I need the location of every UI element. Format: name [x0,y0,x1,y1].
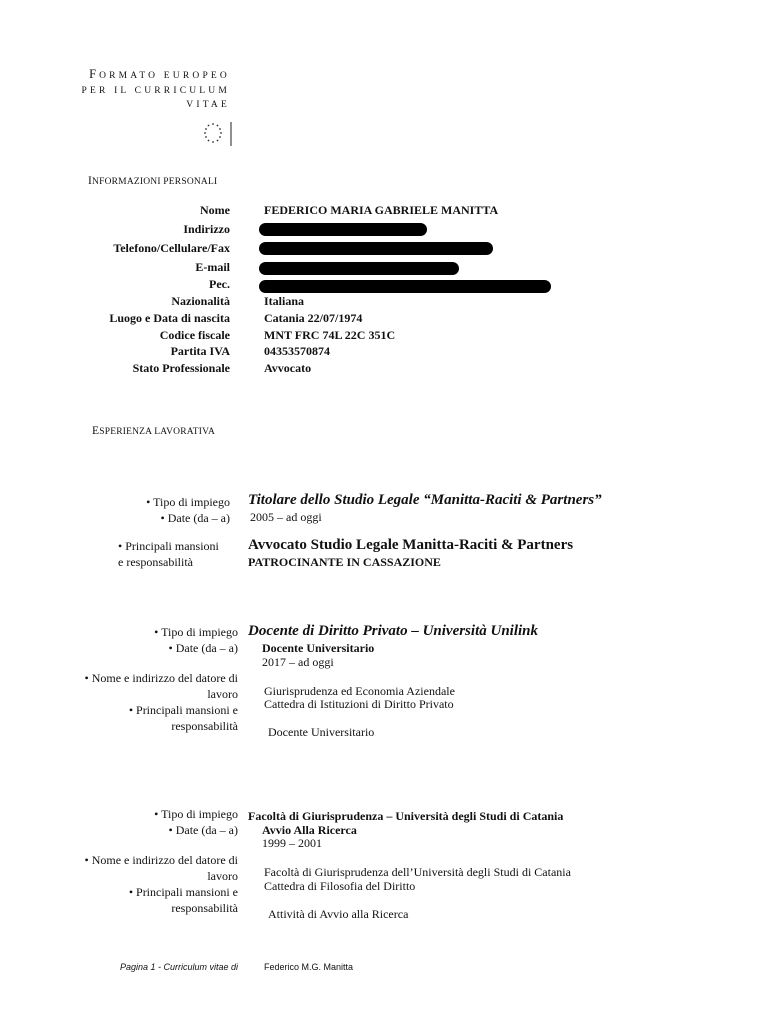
section-title-personal-info: INFORMAZIONI PERSONALI [88,175,218,187]
job3-dates: 1999 – 2001 [262,836,322,850]
label-pec: Pec. [209,277,230,291]
cv-format-title [0,67,230,113]
value-partita-iva: 04353570874 [264,344,330,358]
value-stato-professionale: Avvocato [264,361,312,375]
job3-datore-2: Cattedra di Filosofia del Diritto [264,879,416,893]
job1-label-mansioni: • Principali mansioni e responsabilità [118,539,219,569]
job3-label-datore-2: lavoro [207,869,238,883]
value-luogo-data-nascita: Catania 22/07/1974 [264,311,363,325]
job1-label-tipo: • Tipo di impiego [146,495,230,509]
job2-label-datore-1: • Nome e indirizzo del datore di [84,671,238,685]
job2-dates: 2017 – ad oggi [262,655,334,669]
label-stato-professionale: Stato Professionale [132,361,230,375]
job3-label-datore-1: • Nome e indirizzo del datore di [84,853,238,867]
value-codice-fiscale: MNT FRC 74L 22C 351C [264,328,396,342]
value-nome: FEDERICO MARIA GABRIELE MANITTA [264,203,499,217]
job3-label-tipo: • Tipo di impiego [154,807,238,821]
label-luogo-data-nascita: Luogo e Data di nascita [109,311,230,325]
job2-label-tipo: • Tipo di impiego [154,625,238,639]
job2-label-date: • Date (da – a) [168,641,238,655]
job2-datore-2: Cattedra di Istituzioni di Diritto Privato [264,697,454,711]
job2-mansioni: Docente Universitario [268,725,375,739]
label-nome: Nome [200,203,230,217]
job2-label-datore-2: lavoro [207,687,238,701]
job1-dates: 2005 – ad oggi [250,510,322,524]
label-nazionalita: Nazionalità [171,294,230,308]
redacted-email [259,262,459,275]
cv-format-line-3: VITAE [186,100,230,110]
label-telefono: Telefono/Cellulare/Fax [113,241,230,255]
section-title-work-experience: ESPERIENZA LAVORATIVA [92,425,216,437]
job3-label-mansioni-1: • Principali mansioni e [128,885,238,899]
cv-format-line-1: FORMATO EUROPEO [89,67,230,81]
job2-subtitle: Docente Universitario [262,641,375,655]
label-indirizzo: Indirizzo [183,222,230,236]
redacted-address [259,223,427,236]
job2-label-mansioni-2: responsabilità [171,719,238,733]
cv-format-line-2: PER IL CURRICULUM [81,85,230,96]
job3-datore-1: Facoltà di Giurisprudenza dell’Università degli Studi di Catania [264,865,571,879]
footer-name: Federico M.G. Manitta [264,962,354,972]
job2-label-mansioni-1: • Principali mansioni e [128,703,238,717]
redacted-phone [259,242,493,255]
eu-flag-icon [200,120,236,148]
job1-role-sub: PATROCINANTE IN CASSAZIONE [248,555,441,569]
job3-subtitle: Avvio Alla Ricerca [262,823,357,837]
job2-datore-1: Giurisprudenza ed Economia Aziendale [264,684,455,698]
label-partita-iva: Partita IVA [170,344,230,358]
job1-role: Avvocato Studio Legale Manitta-Raciti & Partners [248,537,574,553]
job3-label-mansioni-2: responsabilità [171,901,238,915]
job1-title: Titolare dello Studio Legale “Manitta-Raciti & Partners” [248,492,602,508]
label-codice-fiscale: Codice fiscale [159,328,230,342]
job3-mansioni: Attività di Avvio alla Ricerca [268,907,409,921]
job1-label-date: • Date (da – a) [160,511,230,525]
job3-title: Facoltà di Giurisprudenza – Università degli Studi di Catania [248,809,564,823]
label-email: E-mail [195,260,230,274]
redacted-pec [259,280,551,293]
footer-page-label: Pagina 1 - Curriculum vitae di [120,962,239,972]
value-nazionalita: Italiana [264,294,305,308]
job2-title: Docente di Diritto Privato – Università Unilink [248,623,539,639]
job3-label-date: • Date (da – a) [168,823,238,837]
